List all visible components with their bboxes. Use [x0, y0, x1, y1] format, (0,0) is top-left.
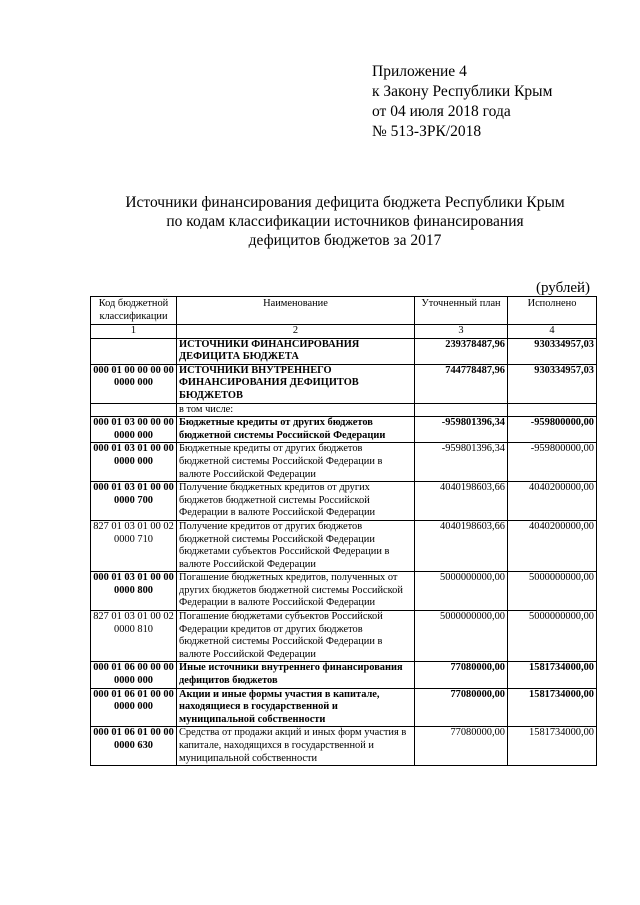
row-plan: 77080000,00: [415, 688, 508, 727]
row-actual: -959800000,00: [508, 417, 597, 443]
annex-line-1: Приложение 4: [372, 63, 467, 80]
row-plan: 744778487,96: [415, 364, 508, 403]
annex-line-4: № 513-ЗРК/2018: [372, 123, 482, 140]
row-code: 000 01 06 00 00 00 0000 000: [91, 662, 177, 688]
table-row: [91, 727, 597, 766]
row-code: 827 01 03 01 00 02 0000 810: [91, 611, 177, 662]
row-actual: 1581734000,00: [508, 727, 597, 766]
row-name: Акции и иные формы участия в капитале, находящиеся в государственной и муниципальной собственности: [177, 688, 415, 727]
row-actual: -959800000,00: [508, 443, 597, 482]
row-actual: 930334957,03: [508, 338, 597, 364]
row-actual: 1581734000,00: [508, 662, 597, 688]
row-plan: 4040198603,66: [415, 520, 508, 571]
table-row: [91, 520, 597, 571]
row-plan: 239378487,96: [415, 338, 508, 364]
row-name: Иные источники внутреннего финансирования дефицитов бюджетов: [177, 662, 415, 688]
header-actual: Исполнено: [508, 297, 597, 325]
row-code: 000 01 06 01 00 00 0000 000: [91, 688, 177, 727]
column-number-2: 2: [177, 325, 415, 339]
row-code: 827 01 03 01 00 02 0000 710: [91, 520, 177, 571]
annex-line-3: от 04 июля 2018 года: [372, 103, 511, 120]
row-name: Погашение бюджетных кредитов, полученных от других бюджетов бюджетной системы Российской Федерации в валюте Российской Федерации: [177, 572, 415, 611]
table-row: [91, 417, 597, 443]
row-code: 000 01 03 00 00 00 0000 000: [91, 417, 177, 443]
table-row: [91, 338, 597, 364]
row-code: 000 01 06 01 00 00 0000 630: [91, 727, 177, 766]
table-header-row: [91, 297, 597, 325]
row-actual: 4040200000,00: [508, 482, 597, 521]
row-plan: 77080000,00: [415, 662, 508, 688]
column-number-1: 1: [91, 325, 177, 339]
row-name: ИСТОЧНИКИ ФИНАНСИРОВАНИЯ ДЕФИЦИТА БЮДЖЕТА: [177, 338, 415, 364]
annex-block: [372, 62, 552, 142]
row-name: Бюджетные кредиты от других бюджетов бюджетной системы Российской Федерации в валюте Российской Федерации: [177, 443, 415, 482]
budget-sources-table: [90, 296, 597, 766]
column-number-4: 4: [508, 325, 597, 339]
row-name: Получение кредитов от других бюджетов бюджетной системы Российской Федерации бюджетами субъектов Российской Федерации в валюте Российской Федерации: [177, 520, 415, 571]
row-name: ИСТОЧНИКИ ВНУТРЕННЕГО ФИНАНСИРОВАНИЯ ДЕФИЦИТОВ БЮДЖЕТОВ: [177, 364, 415, 403]
title-line-2: по кодам классификации источников финансирования: [166, 213, 524, 230]
row-plan: 5000000000,00: [415, 572, 508, 611]
row-plan: 4040198603,66: [415, 482, 508, 521]
row-name: Средства от продажи акций и иных форм участия в капитале, находящихся в государственной и муниципальной собственности: [177, 727, 415, 766]
row-code: 000 01 03 01 00 00 0000 700: [91, 482, 177, 521]
row-actual: [508, 403, 597, 417]
table-row: [91, 572, 597, 611]
table-row: [91, 688, 597, 727]
row-code: 000 01 00 00 00 00 0000 000: [91, 364, 177, 403]
row-code: 000 01 03 01 00 00 0000 000: [91, 443, 177, 482]
row-plan: 77080000,00: [415, 727, 508, 766]
table-row: [91, 403, 597, 417]
row-plan: [415, 403, 508, 417]
table-row: [91, 443, 597, 482]
document-title: [90, 193, 600, 250]
row-actual: 1581734000,00: [508, 688, 597, 727]
annex-line-2: к Закону Республики Крым: [372, 83, 553, 100]
row-name: в том числе:: [177, 403, 415, 417]
row-name: Погашение бюджетами субъектов Российской Федерации кредитов от других бюджетов бюджетной системы Российской Федерации в валюте Российской Федерации: [177, 611, 415, 662]
header-plan: Уточненный план: [415, 297, 508, 325]
row-actual: 930334957,03: [508, 364, 597, 403]
header-code: Код бюджетной классификации: [91, 297, 177, 325]
row-code: [91, 403, 177, 417]
row-plan: -959801396,34: [415, 443, 508, 482]
row-name: Бюджетные кредиты от других бюджетов бюджетной системы Российской Федерации: [177, 417, 415, 443]
row-actual: 4040200000,00: [508, 520, 597, 571]
row-code: 000 01 03 01 00 00 0000 800: [91, 572, 177, 611]
row-plan: 5000000000,00: [415, 611, 508, 662]
column-number-3: 3: [415, 325, 508, 339]
row-code: [91, 338, 177, 364]
column-number-row: [91, 325, 597, 339]
table-row: [91, 482, 597, 521]
row-actual: 5000000000,00: [508, 572, 597, 611]
title-line-1: Источники финансирования дефицита бюджета Республики Крым: [125, 194, 565, 211]
table-row: [91, 364, 597, 403]
table-row: [91, 662, 597, 688]
row-plan: -959801396,34: [415, 417, 508, 443]
unit-label: (рублей): [536, 280, 591, 296]
title-line-3: дефицитов бюджетов за 2017: [248, 232, 442, 249]
row-name: Получение бюджетных кредитов от других бюджетов бюджетной системы Российской Федерации в валюте Российской Федерации: [177, 482, 415, 521]
header-name: Наименование: [177, 297, 415, 325]
table-row: [91, 611, 597, 662]
row-actual: 5000000000,00: [508, 611, 597, 662]
